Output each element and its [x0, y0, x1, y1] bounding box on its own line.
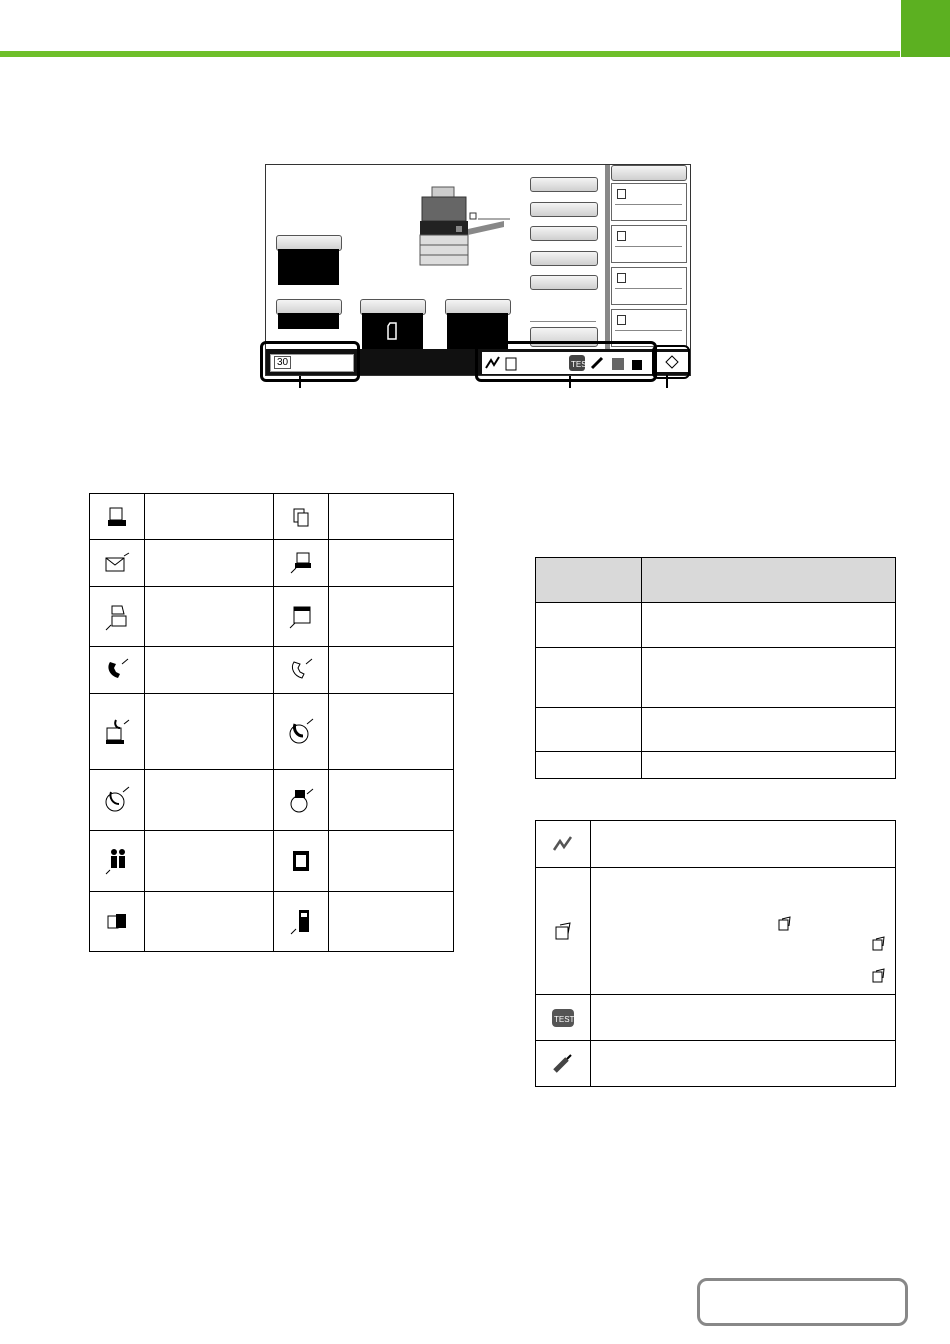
icon-cell [274, 831, 329, 892]
tray-display-1 [278, 249, 339, 285]
text-cell [329, 540, 454, 587]
svg-text:TEST: TEST [554, 1014, 575, 1024]
job-entry-1[interactable] [611, 183, 687, 221]
text-cell [145, 831, 274, 892]
divider [530, 321, 596, 322]
icon-cell [274, 647, 329, 694]
text-cell [145, 694, 274, 770]
header-bar [0, 0, 950, 60]
function-button-3[interactable] [530, 226, 598, 241]
header-green-tab [901, 0, 950, 57]
svg-text:TEST: TEST [571, 360, 592, 369]
pc-scan-icon [289, 551, 313, 575]
text-cell [591, 868, 896, 995]
function-button-2[interactable] [530, 202, 598, 217]
job-status-divider [605, 165, 610, 349]
job-icon [617, 315, 626, 325]
text-cell [145, 647, 274, 694]
job-line [615, 330, 682, 331]
table-row [536, 648, 896, 708]
text-cell [329, 494, 454, 540]
text-cell [329, 694, 454, 770]
callout-pointer-2 [569, 376, 571, 388]
icon-cell [536, 995, 591, 1041]
email-send-icon [104, 552, 130, 574]
table-row [90, 647, 454, 694]
usb-memory-icon [551, 1053, 575, 1075]
icon-cell [90, 694, 145, 770]
page-navigation-box[interactable] [697, 1278, 908, 1326]
icon-cell [90, 494, 145, 540]
job-icon [617, 189, 626, 199]
status-icon-table [535, 820, 896, 1087]
text-cell [591, 995, 896, 1041]
text-cell [329, 587, 454, 647]
table-row [90, 694, 454, 770]
table-cell [642, 752, 896, 779]
text-cell [329, 770, 454, 831]
icon-cell [274, 540, 329, 587]
job-icon [617, 273, 626, 283]
table-row [90, 892, 454, 952]
table-cell [536, 752, 642, 779]
status-description-table [535, 557, 896, 779]
header-cell [536, 558, 642, 603]
function-button-4[interactable] [530, 251, 598, 266]
function-button-1[interactable] [530, 177, 598, 192]
callout-left [260, 341, 360, 382]
table-row [90, 831, 454, 892]
text-cell [591, 1041, 896, 1087]
callout-right [652, 345, 690, 379]
icon-cell [90, 647, 145, 694]
fax-receive-icon [288, 658, 314, 682]
internet-fax-receive-icon [103, 786, 131, 814]
test-mode-icon [551, 1007, 575, 1029]
icon-cell [536, 821, 591, 868]
callout-middle [475, 341, 657, 382]
header-cell [642, 558, 896, 603]
printer-job-icon [106, 506, 128, 528]
text-cell [145, 770, 274, 831]
job-entry-2[interactable] [611, 225, 687, 263]
text-cell [145, 587, 274, 647]
job-icon [617, 231, 626, 241]
direct-smtp-icon [104, 846, 130, 876]
table-cell [642, 648, 896, 708]
internet-fax-send-icon [287, 718, 315, 746]
ftp-scan-icon [104, 602, 130, 632]
icon-cell [90, 770, 145, 831]
table-row [536, 995, 896, 1041]
table-row [90, 770, 454, 831]
print-hold-inline-icon [777, 916, 793, 932]
text-cell [145, 892, 274, 952]
text-cell [329, 647, 454, 694]
callout-pointer-3 [666, 375, 668, 388]
icon-cell [90, 540, 145, 587]
text-cell [591, 821, 896, 868]
table-row [536, 708, 896, 752]
job-line [615, 246, 682, 247]
callout-pointer-1 [299, 376, 301, 388]
table-cell [536, 603, 642, 648]
table-row [536, 868, 896, 995]
fax-send-icon [104, 658, 130, 682]
text-cell [329, 892, 454, 952]
job-entry-3[interactable] [611, 267, 687, 305]
table-cell [642, 708, 896, 752]
function-button-5[interactable] [530, 275, 598, 290]
job-line [615, 288, 682, 289]
tray-display-3 [362, 313, 423, 349]
text-cell [145, 494, 274, 540]
print-hold-inline-icon [871, 936, 887, 952]
print-hold-icon [552, 920, 574, 942]
machine-illustration [414, 185, 524, 275]
table-cell [536, 648, 642, 708]
scan-to-hdd-icon [289, 908, 313, 936]
header-green-line [0, 51, 900, 57]
table-row [90, 540, 454, 587]
document-filing-icon [104, 910, 130, 934]
print-hold-inline-icon [871, 968, 887, 984]
icon-cell [274, 770, 329, 831]
network-fax-icon [551, 834, 575, 854]
text-cell [329, 831, 454, 892]
icon-cell [274, 587, 329, 647]
icon-cell [274, 694, 329, 770]
table-cell [536, 708, 642, 752]
table-row [90, 587, 454, 647]
icon-cell [90, 831, 145, 892]
job-count: 30 [274, 356, 291, 369]
table-row [536, 752, 896, 779]
icon-cell [90, 892, 145, 952]
icon-cell [274, 892, 329, 952]
text-cell [145, 540, 274, 587]
table-header-row [536, 558, 896, 603]
pc-fax-icon [104, 718, 130, 746]
tray-display-2 [278, 313, 339, 329]
table-row [90, 494, 454, 540]
table-row [536, 603, 896, 648]
icon-cell [274, 494, 329, 540]
table-cell [642, 603, 896, 648]
job-type-icon-table [89, 493, 454, 952]
desktop-scan-icon [288, 604, 314, 630]
icon-cell [536, 1041, 591, 1087]
icon-cell [90, 587, 145, 647]
table-row [536, 821, 896, 868]
table-row [536, 1041, 896, 1087]
copy-job-icon [290, 506, 312, 528]
icon-cell [536, 868, 591, 995]
file-retrieve-icon [289, 848, 313, 874]
job-line [615, 204, 682, 205]
pc-internet-fax-icon [287, 786, 315, 814]
job-status-button[interactable] [611, 165, 687, 181]
